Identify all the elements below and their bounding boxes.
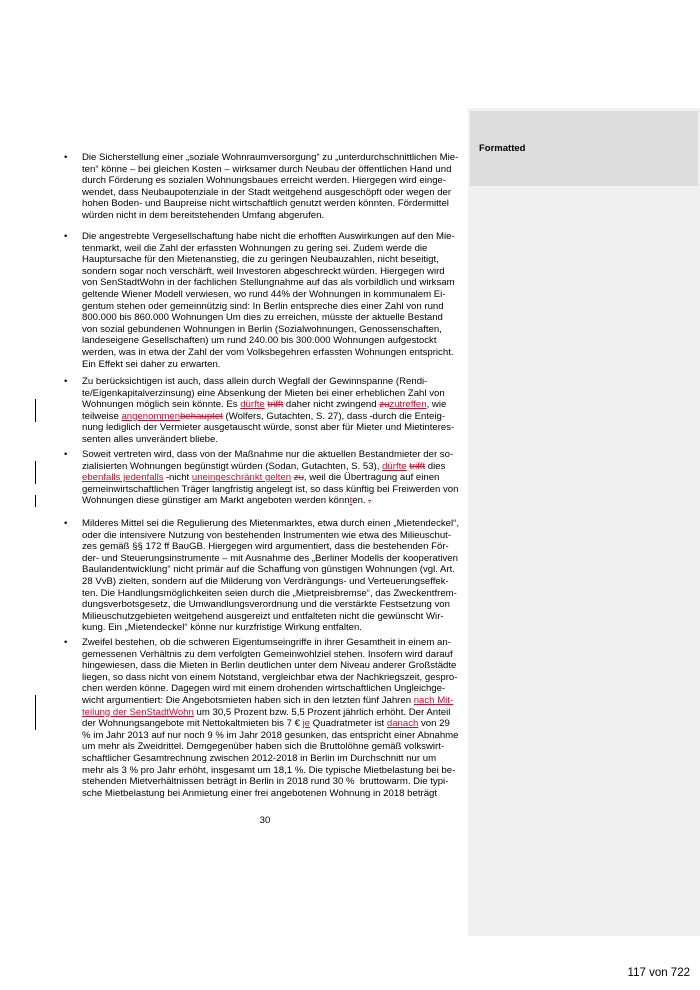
text-run: Zu berücksichtigen ist auch, dass allein durch Wegfall der Gewinnspanne (Rendi- (82, 376, 428, 387)
text-line (82, 243, 468, 255)
text-run: ten. Die Handlungsmöglichkeiten seien durch die „Mietpreisbremse“, das Zweckentfrem- (82, 587, 457, 599)
text-run: gentum stehen oder gemeinnützig sind: In Berlin entspreche dies einer Zahl von rund (82, 300, 444, 312)
inserted-text: dürfte (240, 399, 265, 411)
text-line (82, 672, 468, 684)
bullet-marker: • (64, 231, 68, 242)
text-line (82, 622, 468, 634)
text-run: mehr als 3 % pro Jahr erhöht, insgesamt um 18,1 %. Die typische Mietbelastung bei be- (82, 764, 456, 776)
text-run: der Wohnungsangebote mit Nettokaltmieten bis 7 € (82, 718, 303, 730)
formatting-balloon[interactable] (470, 111, 698, 186)
inserted-text: danach (386, 718, 419, 730)
text-line (82, 210, 468, 222)
text-run: zialisierten Wohnungen begünstigt würden (Sodan, Gutachten, S. 53), (82, 460, 383, 472)
text-line (82, 765, 468, 777)
bullet-marker: • (64, 637, 68, 648)
text-run: Zweifel bestehen, ob die schweren Eigentumseingriffe in ihrer Gesamtheit in einem an- (82, 637, 451, 648)
text-run: Soweit vertreten wird, dass von der Maßnahme nur die aktuellen Bestandmieter der so- (82, 449, 454, 460)
paragraph-text (82, 376, 468, 446)
text-run: um 30,5 Prozent bzw. 5,5 Prozent jährlich erhöht. Der Anteil (193, 706, 451, 718)
text-line (82, 472, 468, 484)
change-bar (35, 718, 36, 730)
text-line (82, 695, 468, 707)
text-run: ten“ könne – bei gleichen Kosten – wirksamer durch Neubau der öffentlichen Hand und (82, 163, 452, 175)
text-run: , weil die Übertragung auf einen (303, 472, 440, 484)
inserted-text: t (349, 495, 353, 507)
text-line (82, 335, 468, 347)
deleted-text: zu (379, 399, 390, 411)
bullet-paragraph (64, 152, 468, 222)
inserted-text: ebenfalls jedenfalls (82, 472, 164, 484)
text-run: würden nicht in dem bereitstehenden Umfang abgerufen. (82, 209, 325, 221)
text-run: nicht (168, 472, 192, 484)
text-run: 28 VvB) zielten, sondern auf die Milderung von Verdrängungs- und Verteuerungseffek- (82, 575, 449, 587)
text-run: dungsverbotsgesetz, die Umwandlungsverordnung und die verstärkte Festsetzung von (82, 599, 450, 611)
text-line (82, 788, 468, 800)
text-line (82, 312, 468, 324)
text-line (82, 730, 468, 742)
text-line (82, 347, 468, 359)
deleted-text: trifft (267, 399, 284, 411)
text-run: wendet, dass Neubaupotenziale in der Stadt weitgehend ausgeschöpft oder wegen der (82, 186, 452, 198)
text-line (82, 254, 468, 266)
text-line (82, 530, 468, 542)
bullet-marker: • (64, 152, 68, 163)
comment-pane (468, 108, 700, 936)
text-run: Milieuschutzgebieten weitgehend ausgereizt und entfalteten nicht die gewünscht Wir- (82, 610, 444, 622)
bullet-marker: • (64, 376, 68, 387)
text-line (82, 422, 468, 434)
text-run: nung lediglich der Vermieter ausgetauscht würde, sonst aber für Mieter und Mietinteres- (82, 422, 455, 434)
text-run: durch Förderung es sozialen Wohnungsbaues erreicht werden. Hiergegen wird einge- (82, 175, 447, 187)
text-run: Ein Effekt sei daher zu erwarten. (82, 358, 221, 370)
change-bar (35, 472, 36, 484)
text-run: chen werden könne. Dagegen wird mit einem drohenden wirtschaftlichen Ungleichge- (82, 683, 446, 695)
text-run: dies (425, 460, 446, 472)
change-bar (35, 495, 36, 507)
deleted-text: behauptet (180, 410, 223, 422)
text-line (82, 231, 468, 243)
text-run: oder die intensivere Nutzung von bestehenden Instrumenten wie etwa des Milieuschut- (82, 529, 452, 541)
text-run: Quadratmeter ist (310, 718, 387, 730)
text-line (82, 187, 468, 199)
paragraph-text (82, 637, 468, 799)
inserted-text: zutreffen (389, 399, 427, 411)
text-run: Die angestrebte Vergesellschaftung habe nicht die erhofften Auswirkungen auf den Mie- (82, 231, 455, 242)
text-line (82, 753, 468, 765)
text-line (82, 175, 468, 187)
text-line (82, 611, 468, 623)
text-line (82, 289, 468, 301)
text-line (82, 637, 468, 649)
text-run: tenmarkt, weil die Zahl der erfassten Wohnungen zu gering sei. Zudem werde die (82, 242, 428, 254)
text-line (82, 741, 468, 753)
text-line (82, 164, 468, 176)
deleted-text: zu (293, 472, 304, 484)
text-run: te/Eigenkapitalverzinsung) eine Absenkung der Mieten bei einer erheblichen Zahl von (82, 387, 445, 399)
text-line (82, 495, 468, 507)
text-line (82, 277, 468, 289)
text-run: schaftlicher Gesamtrechnung zwischen 2012-2018 in Berlin im Durchschnitt nur um (82, 752, 437, 764)
text-run: sondern sogar noch verschärft, weil Investoren abgeschreckt würden. Hiergegen wird (82, 265, 445, 277)
change-bar (35, 399, 36, 411)
change-bar (35, 461, 36, 473)
text-line (82, 683, 468, 695)
text-run: teilweise (82, 410, 122, 422)
text-run: wicht argumentiert: Die Angebotsmieten haben sich in den letzten fünf Jahren (82, 694, 414, 706)
text-run: der- und Steuerungsinstrumente – mit Ausnahme des „Berliner Modells der kooperativen (82, 552, 458, 564)
text-run: von 29 (418, 718, 450, 730)
text-run: Wohnungen möglich sein könnte. Es (82, 399, 241, 411)
text-run: hingewiesen, dass die Mieten in Berlin deutlichen unter dem Niveau anderer Großstädte (82, 660, 457, 672)
text-run: daher nicht zwingend (283, 399, 380, 411)
text-run: von SenStadtWohn in der fachlichen Stellungnahme auf das als vorbildlich und wirksam (82, 277, 455, 289)
bullet-paragraph (64, 518, 468, 634)
change-bar (35, 695, 36, 707)
inserted-text: je (302, 718, 311, 730)
text-run: geltende Wiener Modell verwiesen, wo rund 44% der Wohnungen in kommunalem Ei- (82, 288, 446, 300)
text-run: (Wolfers, Gutachten, S. 27), dass (222, 410, 370, 422)
text-line (82, 376, 468, 388)
text-run: 800.000 bis 860.000 Wohnungen Um dies zu erreichen, müsste der aktuelle Bestand (82, 312, 443, 324)
text-run: Die Sicherstellung einer „soziale Wohnraumversorgung“ zu „unterdurchschnittlichen Mie- (82, 152, 459, 163)
text-run: , wie (426, 399, 447, 411)
text-run: Milderes Mittel sei die Regulierung des Mietenmarktes, etwa durch einen „Mietendeckel“, (82, 518, 459, 529)
bullet-marker: • (64, 518, 68, 529)
inserted-text: uneingeschränkt gelten (191, 472, 292, 484)
text-run: kung. Ein „Mietendeckel“ könne nur kurzfristige Wirkung entfalten. (82, 622, 362, 634)
text-run: % im Jahr 2013 auf nur noch 9 % im Jahr 2018 gesunken, das entspricht einer Abnahme (82, 729, 459, 741)
text-line (82, 576, 468, 588)
text-run: gemessenen Verhältnis zu dem verfolgten Gemeinwohlziel stehen. Insofern wird darauf (82, 648, 453, 660)
bullet-paragraph (64, 376, 468, 446)
text-line (82, 553, 468, 565)
text-line (82, 660, 468, 672)
text-line (82, 359, 468, 371)
inserted-text: teilung der SenStadtWohn (82, 706, 194, 718)
page-counter: 117 von 722 (627, 967, 690, 979)
text-run: liegen, so dass nicht von einem Notstand, vergleichbar etwa der Nachkriegszeit, gespro- (82, 671, 458, 683)
text-line (82, 564, 468, 576)
text-line (82, 707, 468, 719)
bullet-paragraph (64, 637, 468, 799)
text-run: Baulandentwicklung“ nicht primär auf die Schaffung von günstigen Wohnungen (vgl. Art. (82, 564, 455, 576)
text-line (82, 649, 468, 661)
paragraph-text (82, 231, 468, 370)
text-line (82, 718, 468, 730)
text-run: Hauptursache für den Mietenanstieg, die zu geringen Neubauzahlen, nicht beseitigt, (82, 254, 439, 266)
text-line (82, 449, 468, 461)
text-line (82, 266, 468, 278)
page-number: 30 (259, 815, 271, 826)
text-line (82, 324, 468, 336)
change-bar (35, 411, 36, 423)
balloon-label: Formatted (479, 143, 526, 154)
bullet-marker: • (64, 449, 68, 460)
text-run: senten alles unverändert bliebe. (82, 433, 219, 445)
text-line (82, 388, 468, 400)
text-line (82, 484, 468, 496)
deleted-text: . (368, 495, 371, 507)
text-run: zes gemäß §§ 172 ff BauGB. Hiergegen wird argumentiert, dass die bestehenden För- (82, 541, 449, 553)
bullet-paragraph (64, 449, 468, 507)
paragraph-text (82, 449, 468, 507)
bullet-paragraph (64, 231, 468, 370)
text-run: stehenden Mietverhältnissen beträgt in Berlin in 2018 rund 30 % bruttowarm. Die typi- (82, 776, 449, 788)
text-run: en. (352, 495, 369, 507)
text-run: landeseigene Gesellschaften) um rund 240.00 bis 300.000 Wohnungen aufgestockt (82, 335, 437, 347)
text-line (82, 588, 468, 600)
text-line (82, 198, 468, 210)
inserted-text: nach Mit- (413, 694, 454, 706)
deleted-text: trifft (409, 460, 426, 472)
text-run: sche Mietbelastung bei Anmietung einer frei angebotenen Wohnung in 2018 beträgt (82, 787, 438, 799)
text-line (82, 776, 468, 788)
text-line (82, 411, 468, 423)
text-line (82, 301, 468, 313)
text-line (82, 541, 468, 553)
text-run: gemeinwirtschaftlichen Träger langfristig angelegt ist, so dass künftig bei Freiwerden von (82, 483, 459, 495)
change-bar (35, 707, 36, 719)
paragraph-text (82, 518, 468, 634)
text-line (82, 399, 468, 411)
inserted-text: angenommen (121, 410, 181, 422)
text-run: um mehr als Zweidrittel. Demgegenüber haben sich die Bruttolöhne gemäß volkswirt- (82, 741, 445, 753)
text-run: von sozial gebundenen Wohnungen in Berlin (Sozialwohnungen, Genossenschaften, (82, 323, 442, 335)
text-line (82, 518, 468, 530)
text-run: werden, was in etwa der Zahl der vom Volksbegehren erfassten Wohnungen entspricht. (82, 346, 454, 358)
text-line (82, 461, 468, 473)
text-line (82, 434, 468, 446)
text-run: durch die Enteig- (372, 410, 446, 422)
text-line (82, 152, 468, 164)
text-run: hohen Boden- und Baupreise nicht wirtschaftlich genutzt werden könnten. Fördermittel (82, 198, 449, 210)
text-run: Wohnungen diese günstiger am Markt angeboten werden könn (82, 495, 350, 507)
inserted-text: dürfte (382, 460, 407, 472)
paragraph-text (82, 152, 468, 222)
text-line (82, 599, 468, 611)
